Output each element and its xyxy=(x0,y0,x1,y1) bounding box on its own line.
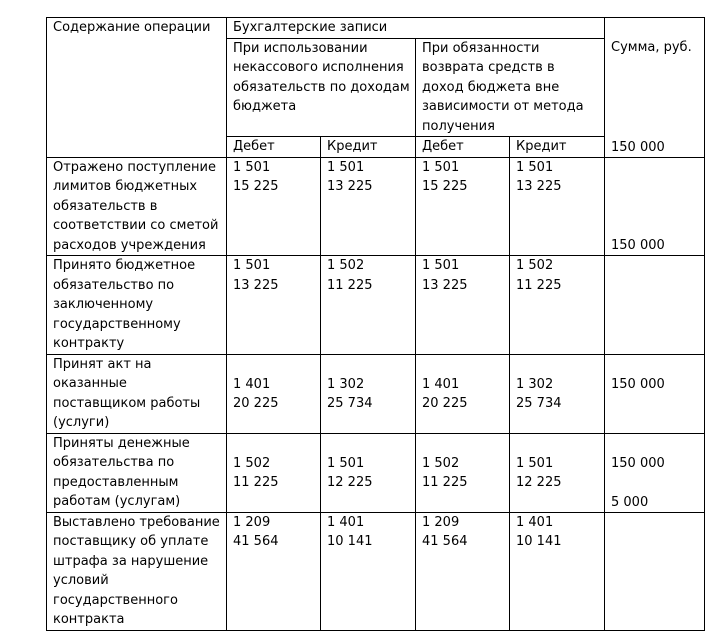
a-debit-cell: 1 401 20 225 xyxy=(227,354,321,433)
a-credit-cell: 1 501 13 225 xyxy=(321,157,416,256)
a-debit-cell: 1 209 41 564 xyxy=(227,512,321,630)
sum-cell: 150 000 xyxy=(605,433,705,512)
header-return-obligation: При обязанности возврата средств в доход бюджета вне зависимости от метода получения xyxy=(416,38,605,137)
operation-cell: Принято бюджетное обязательство по заключенному государственному контракту xyxy=(47,256,227,355)
header-a-credit: Кредит xyxy=(321,137,416,158)
b-credit-cell: 1 302 25 734 xyxy=(510,354,605,433)
sum-cell: 150 000 xyxy=(605,354,705,433)
header-sum: Сумма, руб. xyxy=(605,18,705,158)
b-credit-cell: 1 401 10 141 xyxy=(510,512,605,630)
table-row xyxy=(47,512,705,630)
header-b-debit: Дебет xyxy=(416,137,510,158)
a-debit-cell: 1 501 13 225 xyxy=(227,256,321,355)
sum-cell: 150 000 xyxy=(605,256,705,355)
header-b-credit: Кредит xyxy=(510,137,605,158)
b-debit-cell: 1 502 11 225 xyxy=(416,433,510,512)
header-operation: Содержание операции xyxy=(47,18,227,158)
a-credit-cell: 1 502 11 225 xyxy=(321,256,416,355)
b-debit-cell: 1 501 13 225 xyxy=(416,256,510,355)
header-accounting-entries: Бухгалтерские записи xyxy=(227,18,605,39)
header-noncash-execution: При использовании некассового исполнения обязательств по доходам бюджета xyxy=(227,38,416,137)
sum-cell: 150 000 xyxy=(605,157,705,256)
a-credit-cell: 1 401 10 141 xyxy=(321,512,416,630)
a-debit-cell: 1 501 15 225 xyxy=(227,157,321,256)
accounting-entries-table xyxy=(46,17,705,631)
operation-cell: Принят акт на оказанные поставщиком работы (услуги) xyxy=(47,354,227,433)
a-credit-cell: 1 501 12 225 xyxy=(321,433,416,512)
table-row xyxy=(47,256,705,355)
operation-cell: Приняты денежные обязательства по предоставленным работам (услугам) xyxy=(47,433,227,512)
operation-cell: Отражено поступление лимитов бюджетных обязательств в соответствии со сметой расходов учреждения xyxy=(47,157,227,256)
table-row xyxy=(47,433,705,512)
b-debit-cell: 1 401 20 225 xyxy=(416,354,510,433)
b-credit-cell: 1 501 13 225 xyxy=(510,157,605,256)
a-credit-cell: 1 302 25 734 xyxy=(321,354,416,433)
b-debit-cell: 1 209 41 564 xyxy=(416,512,510,630)
b-credit-cell: 1 501 12 225 xyxy=(510,433,605,512)
b-credit-cell: 1 502 11 225 xyxy=(510,256,605,355)
a-debit-cell: 1 502 11 225 xyxy=(227,433,321,512)
table-row xyxy=(47,354,705,433)
b-debit-cell: 1 501 15 225 xyxy=(416,157,510,256)
operation-cell: Выставлено требование поставщику об уплате штрафа за нарушение условий государственного контракта xyxy=(47,512,227,630)
header-a-debit: Дебет xyxy=(227,137,321,158)
table-row xyxy=(47,157,705,256)
sum-cell: 5 000 xyxy=(605,512,705,630)
